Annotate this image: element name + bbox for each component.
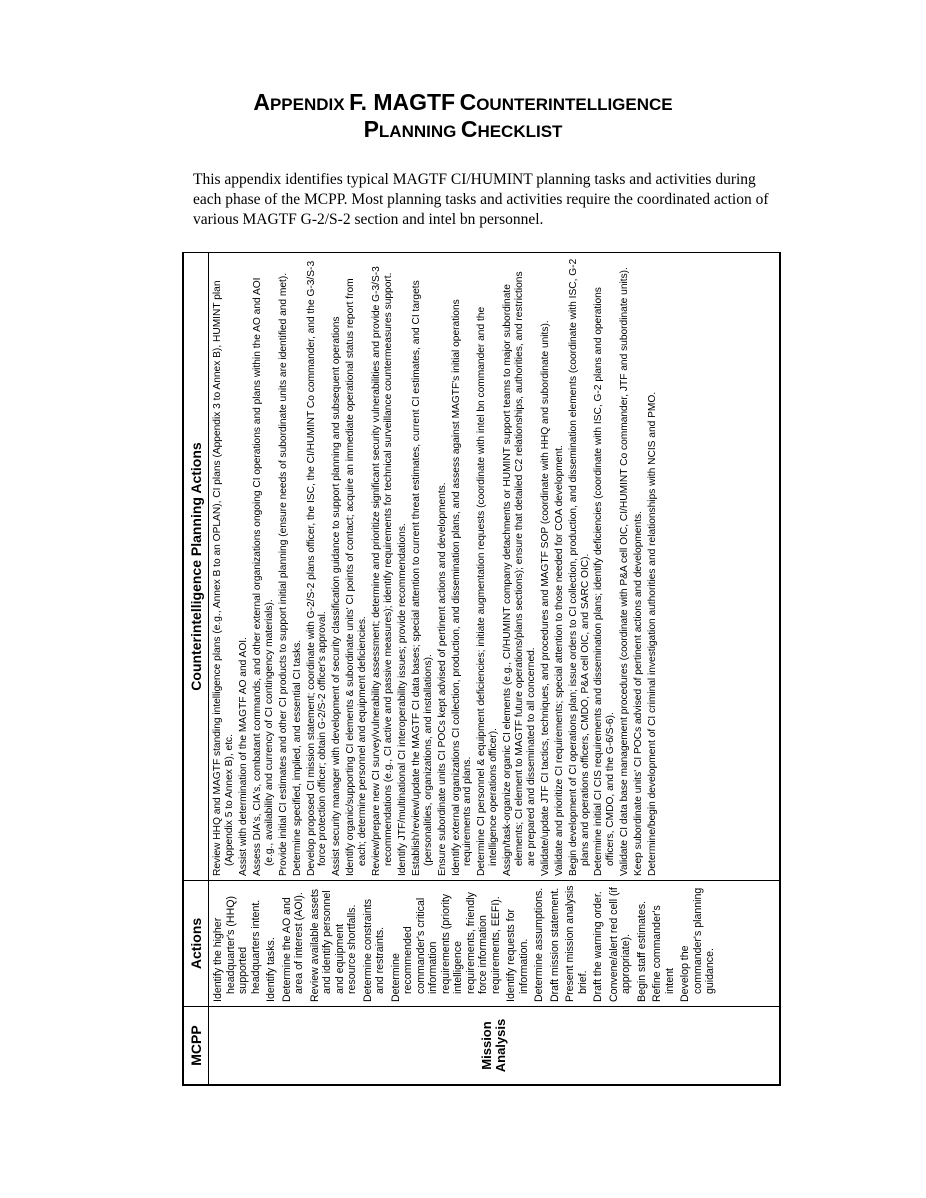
actions-cell [209,881,780,1007]
table-row [209,253,780,1085]
list-item: Identify external organizations CI collection, production, and dissemination plans, and assess against MAGTF's initial operations requirements and plans. [450,299,474,876]
list-item: Determine specified, implied, and essential CI tasks. [291,639,303,876]
title-initial: P [363,116,379,142]
phase-cell: Mission Analysis [209,1007,780,1085]
list-item: Provide initial CI estimates and other CI products to support initial planning (ensure needs of subordinate units are identified and met). [277,272,289,876]
list-item: Refine commander's intent [651,905,676,1002]
list-item: Develop proposed CI mission statement; coordinate with G-2/S-2 plans officer, the ISC, the CI/HUMINT Co commander, and the G-3/S-3 force protection officer; obtain G-2/S-2 officer's approval. [305,260,329,876]
list-item: Determine constraints and restraints. [361,898,386,1002]
list-item: Determine assumptions. [533,887,545,1002]
list-item: Identify organic/supporting CI elements & subordinate units' CI points of contact; acquire an immediate operational status report from each; determine personnel and equipment deficiencies. [345,278,369,876]
table-header-row [184,253,209,1085]
list-item: Draft the warning order. [592,891,604,1002]
planning-checklist-table [183,252,780,1085]
header-mcpp: MCPP [184,1007,209,1085]
list-item: Determine initial CI CIS requirements and dissemination plans; identify deficiencies (coordinate with ISC, G-2 plans and operations officers, CMDO, and the G-6/S-6). [593,287,617,876]
list-item: Identify JTF/multinational CI interoperability issues; provide recommendations. [396,523,408,876]
page-title-line-2 [0,115,926,147]
list-item: Review available assets and identify personnel and equipment resource shortfalls. [308,888,358,1002]
list-item: Convene/alert red cell (if appropriate). [607,887,632,1002]
rotated-table-container [183,253,780,1085]
list-item: Review HHQ and MAGTF standing intelligence plans (e.g., Annex B to an OPLAN), CI plans (Appendix 3 to Annex B), HUMINT plan (Appendix 5 to Annex B), etc. [212,280,235,876]
title-initial: A [253,89,270,115]
checklist-table-frame [182,252,781,1086]
title-word: F. MAGTF [349,89,456,115]
title-smallcaps: HECKLIST [477,122,563,141]
list-item: Assist security manager with development of security classification guidance to support planning and subsequent operations [331,316,343,876]
list-item: Determine CI personnel & equipment deficiencies; initiate augmentation requests (coordinate with intel bn commander and the intelligence operations officer). [476,306,500,876]
list-item: Identify tasks. [265,937,277,1002]
title-smallcaps: LANNING [378,122,457,141]
list-item: Develop the commander's planning guidance. [679,887,716,1002]
list-item: Determine recommended commander's critical information requirements (priority intelligence requirements, friendly force information requirements, EEFI). [389,892,502,1002]
actions-list [212,885,717,1002]
list-item: Assist with determination of the MAGTF AO and AOI. [237,637,249,876]
list-item: Identify requests for information. [505,908,530,1002]
ci-actions-cell [209,253,780,881]
ci-actions-list [212,257,659,876]
list-item: Keep subordinate units' CI POCs advised of pertinent actions and developments. [633,511,645,876]
list-item: Validate/update JTF CI tactics, techniques, and procedures and MAGTF SOP (coordinate with HHQ and subordinate units). [539,320,551,876]
list-item: Review/prepare new CI survey/vulnerability assessment; determine and prioritize significant security vulnerabilities and provide G-3/S-3 recommendations (e.g., CI active and passive measures); identify requirements for technical surveillance countermeasures support. [371,266,394,876]
list-item: Validate and prioritize CI requirements; special attention to those needed for COA development. [553,445,565,876]
title-initial: C [459,89,477,115]
list-item: Assign/task-organize organic CI elements (e.g., CI/HUMINT company detachments or HUMINT support teams to major subordinate elements; CI element to MAGTF future operations/plans sections); ensure that detailed C2 relationships, authorities, and restrictions are prepared and disseminated to all concerned. [502,271,537,876]
list-item: Determine the AO and area of interest (AOI). [280,892,305,1002]
list-item: Begin development of CI operations plan; issue orders to CI collection, production, and dissemination elements (coordinate with ISC, G-2 plans and operations officers, CMDO, P&A cell OIC, and SARC OIC). [567,258,591,876]
title-initial: C [460,116,478,142]
list-item: Begin staff estimates. [635,900,648,1002]
title-smallcaps: OUNTERINTELLIGENCE [476,95,673,114]
list-item: Identify the higher headquarter's (HHQ) supported headquarters intent. [212,896,262,1002]
list-item: Determine/begin development of CI criminal investigation authorities and relationships with NCIS and PMO. [647,391,659,876]
title-smallcaps: PPENDIX [269,95,345,114]
intro-paragraph: This appendix identifies typical MAGTF CI/HUMINT planning tasks and activities during each phase of the MCPP. Most planning tasks and activities require the coordinated action of various MAGTF G-2/S-2 section and intel bn personnel. [193,171,769,228]
list-item: Present mission analysis brief. [564,885,589,1002]
list-item: Ensure subordinate units CI POCs kept advised of pertinent actions and developments. [436,482,448,876]
list-item: Validate CI data base management procedures (coordinate with P&A cell OIC, CI/HUMINT Co commander, JTF and subordinate units). [619,267,631,876]
list-item: Establish/review/update the MAGTF CI data bases; special attention to current threat estimates, current CI estimates, and CI targets (personalities, organizations, and installations). [410,280,434,876]
header-actions: Actions [184,881,209,1007]
list-item: Assess DIA's, CIA's, combatant commands, and other external organizations ongoing CI operations and plans within the AO and AOI (e.g., availability and currency of CI contingency materials). [251,277,275,876]
list-item: Draft mission statement. [548,887,561,1002]
header-ci-planning-actions: Counterintelligence Planning Actions [184,253,209,881]
